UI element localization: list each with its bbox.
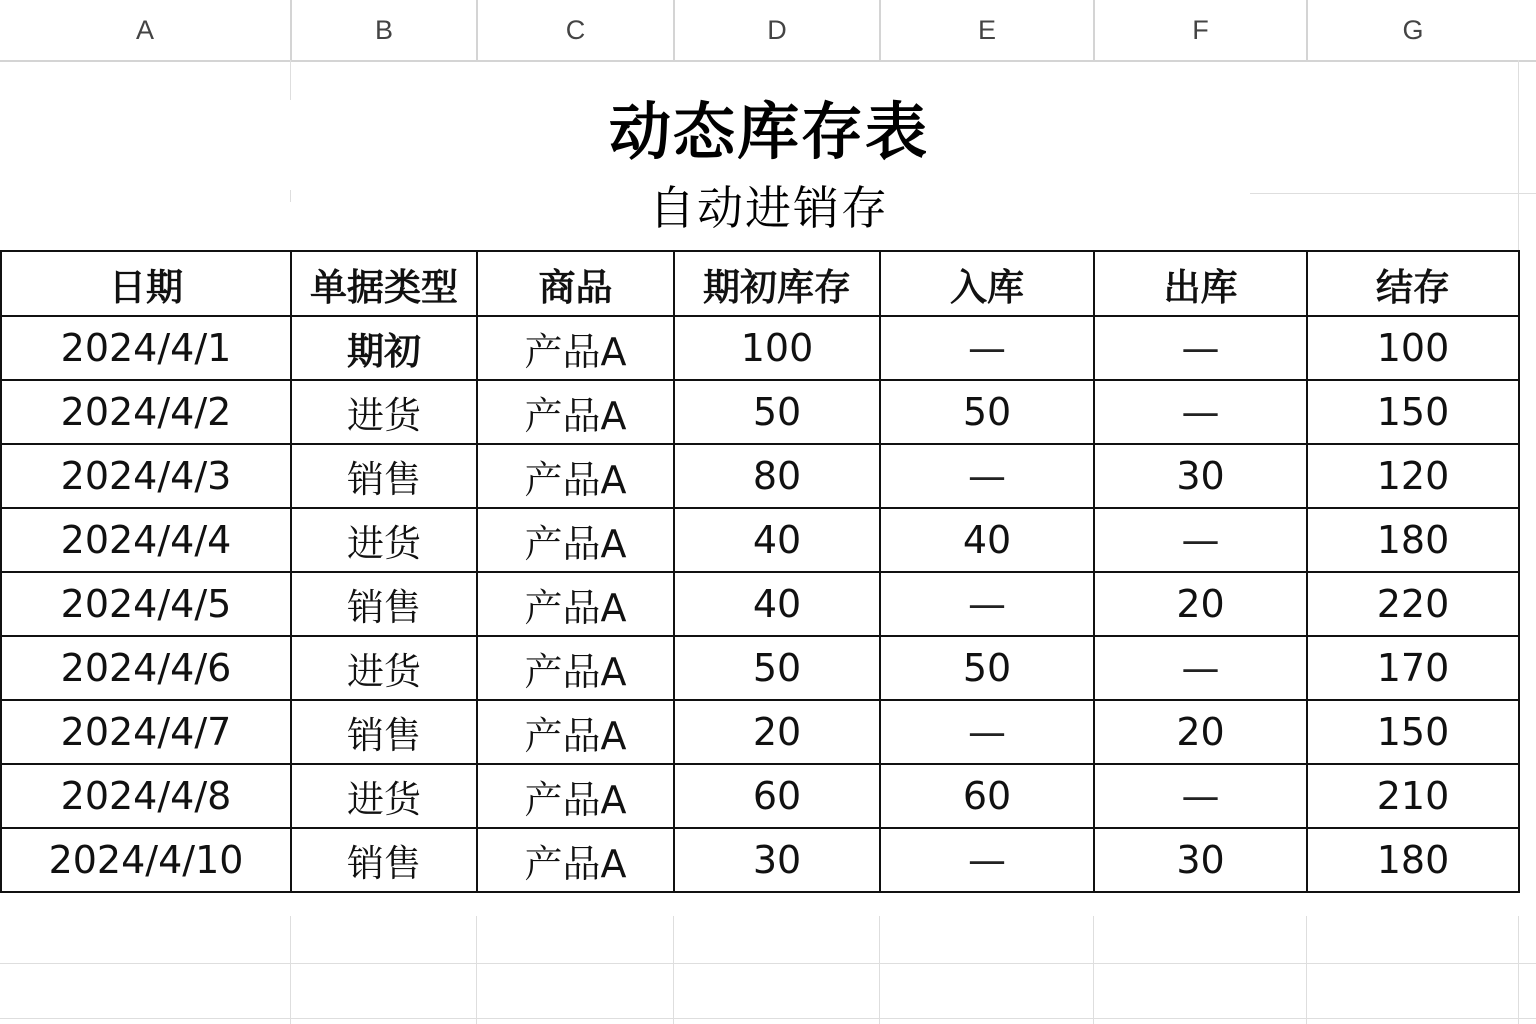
column-header-c[interactable]: C	[476, 0, 673, 60]
stock-out-cell[interactable]: —	[1094, 380, 1307, 444]
balance-cell[interactable]: 180	[1307, 508, 1519, 572]
table-row	[1, 508, 1519, 572]
stock-out-cell[interactable]: —	[1094, 636, 1307, 700]
stock-in-cell[interactable]: —	[880, 572, 1094, 636]
doc-type-cell[interactable]: 进货	[291, 636, 477, 700]
product-cell[interactable]: 产品A	[477, 572, 674, 636]
grid-line	[1093, 916, 1094, 1024]
header-cell-stock-out[interactable]: 出库	[1094, 251, 1307, 316]
table-header-row	[1, 251, 1519, 316]
header-cell-date[interactable]: 日期	[1, 251, 291, 316]
doc-type-cell[interactable]: 进货	[291, 380, 477, 444]
product-cell[interactable]: 产品A	[477, 764, 674, 828]
grid-line	[879, 916, 880, 1024]
stock-out-cell[interactable]: —	[1094, 316, 1307, 380]
doc-type-cell[interactable]: 销售	[291, 444, 477, 508]
stock-in-cell[interactable]: —	[880, 828, 1094, 892]
product-cell[interactable]: 产品A	[477, 700, 674, 764]
date-cell[interactable]: 2024/4/8	[1, 764, 291, 828]
table-row	[1, 572, 1519, 636]
column-header-a[interactable]: A	[135, 14, 154, 45]
sheet-subtitle[interactable]: 自动进销存	[649, 181, 889, 235]
stock-out-cell[interactable]: 20	[1094, 572, 1307, 636]
date-cell[interactable]: 2024/4/3	[1, 444, 291, 508]
grid-line	[673, 916, 674, 1024]
balance-cell[interactable]: 180	[1307, 828, 1519, 892]
date-cell[interactable]: 2024/4/5	[1, 572, 291, 636]
grid-line	[1518, 916, 1519, 1024]
opening-stock-cell[interactable]: 50	[674, 636, 880, 700]
table-row	[1, 636, 1519, 700]
opening-stock-cell[interactable]: 50	[674, 380, 880, 444]
opening-stock-cell[interactable]: 60	[674, 764, 880, 828]
balance-cell[interactable]: 100	[1307, 316, 1519, 380]
table-row	[1, 316, 1519, 380]
grid-line	[1250, 193, 1536, 194]
column-header-g[interactable]: G	[1306, 0, 1518, 60]
stock-in-cell[interactable]: 50	[880, 636, 1094, 700]
doc-type-cell[interactable]: 销售	[291, 572, 477, 636]
stock-in-cell[interactable]: —	[880, 316, 1094, 380]
table-row	[1, 700, 1519, 764]
table-row	[1, 828, 1519, 892]
date-cell[interactable]: 2024/4/4	[1, 508, 291, 572]
header-cell-balance[interactable]: 结存	[1307, 251, 1519, 316]
date-cell[interactable]: 2024/4/2	[1, 380, 291, 444]
header-cell-product[interactable]: 商品	[477, 251, 674, 316]
column-header-e[interactable]: E	[879, 0, 1093, 60]
balance-cell[interactable]: 150	[1307, 700, 1519, 764]
date-cell[interactable]: 2024/4/7	[1, 700, 291, 764]
table-row	[1, 444, 1519, 508]
stock-in-cell[interactable]: 40	[880, 508, 1094, 572]
grid-line	[1518, 60, 1519, 250]
balance-cell[interactable]: 120	[1307, 444, 1519, 508]
column-header-b[interactable]: B	[290, 0, 476, 60]
product-cell[interactable]: 产品A	[477, 636, 674, 700]
header-cell-doc-type[interactable]: 单据类型	[291, 251, 477, 316]
stock-out-cell[interactable]: 30	[1094, 444, 1307, 508]
doc-type-cell[interactable]: 期初	[291, 316, 477, 380]
product-cell[interactable]: 产品A	[477, 444, 674, 508]
header-cell-stock-in[interactable]: 入库	[880, 251, 1094, 316]
balance-cell[interactable]: 210	[1307, 764, 1519, 828]
grid-line	[476, 916, 477, 1024]
balance-cell[interactable]: 170	[1307, 636, 1519, 700]
doc-type-cell[interactable]: 销售	[291, 700, 477, 764]
date-cell[interactable]: 2024/4/1	[1, 316, 291, 380]
column-header-bar	[0, 0, 1536, 62]
stock-out-cell[interactable]: —	[1094, 508, 1307, 572]
stock-out-cell[interactable]: 20	[1094, 700, 1307, 764]
product-cell[interactable]: 产品A	[477, 508, 674, 572]
product-cell[interactable]: 产品A	[477, 380, 674, 444]
opening-stock-cell[interactable]: 100	[674, 316, 880, 380]
stock-in-cell[interactable]: 50	[880, 380, 1094, 444]
grid-line	[1306, 916, 1307, 1024]
product-cell[interactable]: 产品A	[477, 316, 674, 380]
opening-stock-cell[interactable]: 20	[674, 700, 880, 764]
stock-in-cell[interactable]: —	[880, 700, 1094, 764]
stock-in-cell[interactable]: 60	[880, 764, 1094, 828]
table-row	[1, 380, 1519, 444]
header-cell-opening-stock[interactable]: 期初库存	[674, 251, 880, 316]
doc-type-cell[interactable]: 销售	[291, 828, 477, 892]
stock-out-cell[interactable]: 30	[1094, 828, 1307, 892]
inventory-table	[0, 250, 1520, 893]
opening-stock-cell[interactable]: 80	[674, 444, 880, 508]
column-header-f[interactable]: F	[1093, 0, 1306, 60]
product-cell[interactable]: 产品A	[477, 828, 674, 892]
opening-stock-cell[interactable]: 40	[674, 508, 880, 572]
date-cell[interactable]: 2024/4/6	[1, 636, 291, 700]
column-header-d[interactable]: D	[673, 0, 879, 60]
grid-line	[290, 916, 291, 1024]
table-row	[1, 764, 1519, 828]
opening-stock-cell[interactable]: 40	[674, 572, 880, 636]
stock-out-cell[interactable]: —	[1094, 764, 1307, 828]
doc-type-cell[interactable]: 进货	[291, 508, 477, 572]
sheet-title[interactable]: 动态库存表	[608, 94, 929, 168]
balance-cell[interactable]: 220	[1307, 572, 1519, 636]
stock-in-cell[interactable]: —	[880, 444, 1094, 508]
date-cell[interactable]: 2024/4/10	[1, 828, 291, 892]
balance-cell[interactable]: 150	[1307, 380, 1519, 444]
opening-stock-cell[interactable]: 30	[674, 828, 880, 892]
doc-type-cell[interactable]: 进货	[291, 764, 477, 828]
